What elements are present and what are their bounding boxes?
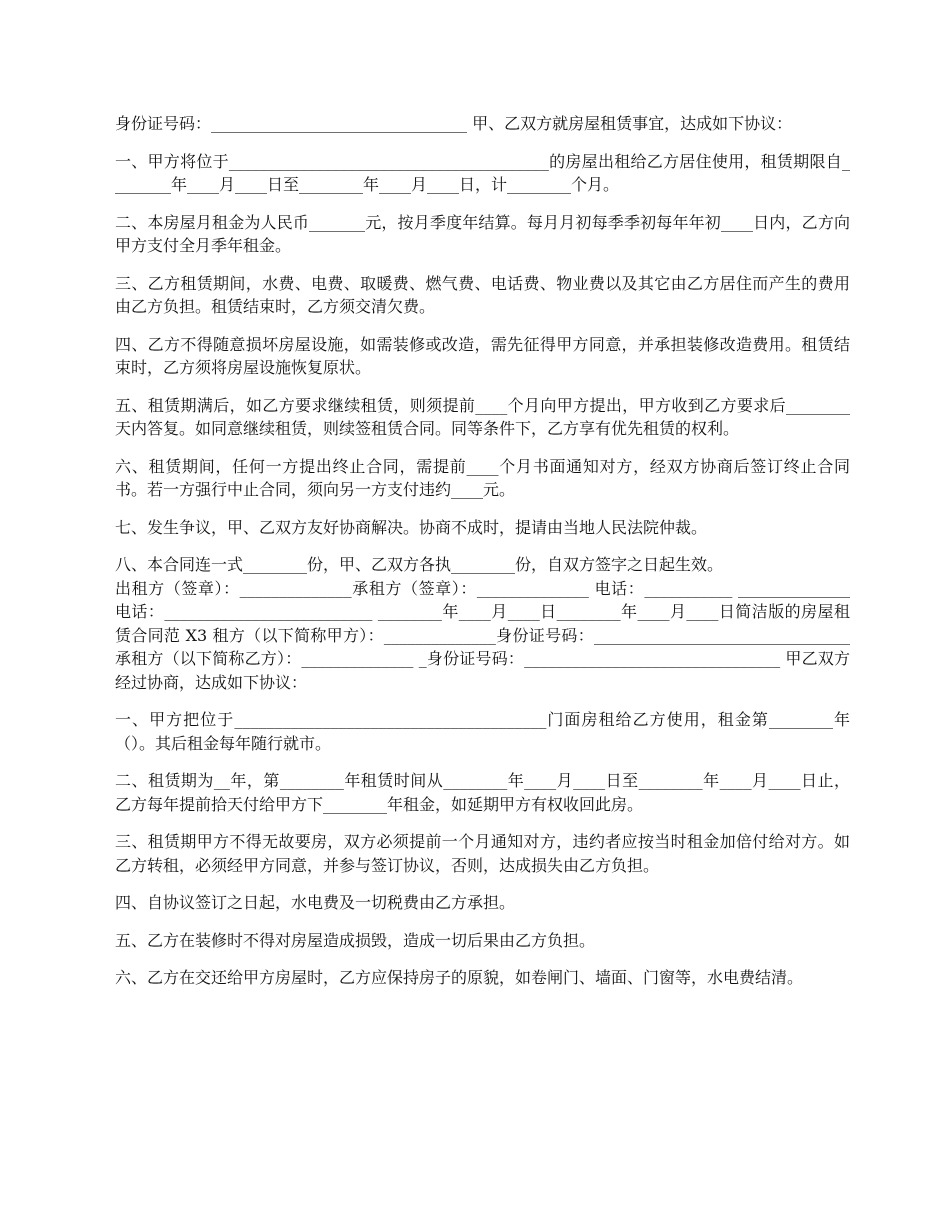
- paragraph-clause-1: 一、甲方将位于________________________________________的房屋出租给乙方居住使用，租赁期限自________年____月____日至________年____月____日，计________个月。: [115, 151, 850, 194]
- paragraph-clause-6: 六、租赁期间，任何一方提出终止合同，需提前____个月书面通知对方，经双方协商后签订终止合同书。若一方强行中止合同，须向另一方支付违约____元。: [115, 456, 850, 499]
- paragraph-signature-block: 出租方（签章）：______________承租方（签章）：______________ 电话：___________ ______________电话：__________________________ ________年____月____日________年____月____日简洁版的房屋租赁合同范 X3 租方（以下简称甲方）：______________身份证号码：________________________________ 承租方（以下简称乙方）：______________ _身份证号码：________________________________ 甲乙双方经过协商，达成如下协议：: [115, 578, 856, 692]
- paragraph-clause-3: 三、乙方租赁期间，水费、电费、取暖费、燃气费、电话费、物业费以及其它由乙方居住而产生的费用由乙方负担。租赁结束时，乙方须交清欠费。: [115, 273, 850, 316]
- paragraph-clause-8: 八、本合同连一式________份，甲、乙双方各执________份，自双方签字之日起生效。: [115, 555, 724, 574]
- paragraph-second-clause-2: 二、租赁期为__年，第________年租赁时间从________年____月____日至________年____月____日止，乙方每年提前拾天付给甲方下________年租金，如延期甲方有权收回此房。: [115, 771, 850, 814]
- paragraph-second-clause-5: 五、乙方在装修时不得对房屋造成损毁，造成一切后果由乙方负担。: [115, 930, 596, 950]
- paragraph-second-clause-4: 四、自协议签订之日起，水电费及一切税费由乙方承担。: [115, 893, 516, 912]
- paragraph-clause-7: 七、发生争议，甲、乙双方友好协商解决。协商不成时，提请由当地人民法院仲裁。: [115, 517, 708, 537]
- paragraph-second-clause-3: 三、租赁期甲方不得无故要房，双方必须提前一个月通知对方，违约者应按当时租金加倍付给对方。如乙方转租，必须经甲方同意，并参与签订协议，否则，达成损失由乙方负担。: [115, 832, 850, 875]
- paragraph-second-clause-6: 六、乙方在交还给甲方房屋时，乙方应保持房子的原貌，如卷闸门、墙面、门窗等，水电费结清。: [115, 968, 804, 987]
- paragraph-intro: 身份证号码：________________________________ 甲、乙双方就房屋租赁事宜，达成如下协议：: [115, 114, 793, 133]
- paragraph-clause-2: 二、本房屋月租金为人民币_______元，按月季度年结算。每月月初每季季初每年年初____日内，乙方向甲方支付全月季年租金。: [115, 212, 850, 255]
- document-page: [115, 112, 856, 1004]
- paragraph-second-clause-1: 一、甲方把位于_______________________________________门面房租给乙方使用，租金第________年（）。其后租金每年随行就市。: [115, 710, 850, 753]
- paragraph-clause-4: 四、乙方不得随意损坏房屋设施，如需装修或改造，需先征得甲方同意，并承担装修改造费用。租赁结束时，乙方须将房屋设施恢复原状。: [115, 334, 850, 377]
- paragraph-clause-5: 五、租赁期满后，如乙方要求继续租赁，则须提前____个月向甲方提出，甲方收到乙方要求后________天内答复。如同意继续租赁，则续签租赁合同。同等条件下，乙方享有优先租赁的权利。: [115, 395, 850, 438]
